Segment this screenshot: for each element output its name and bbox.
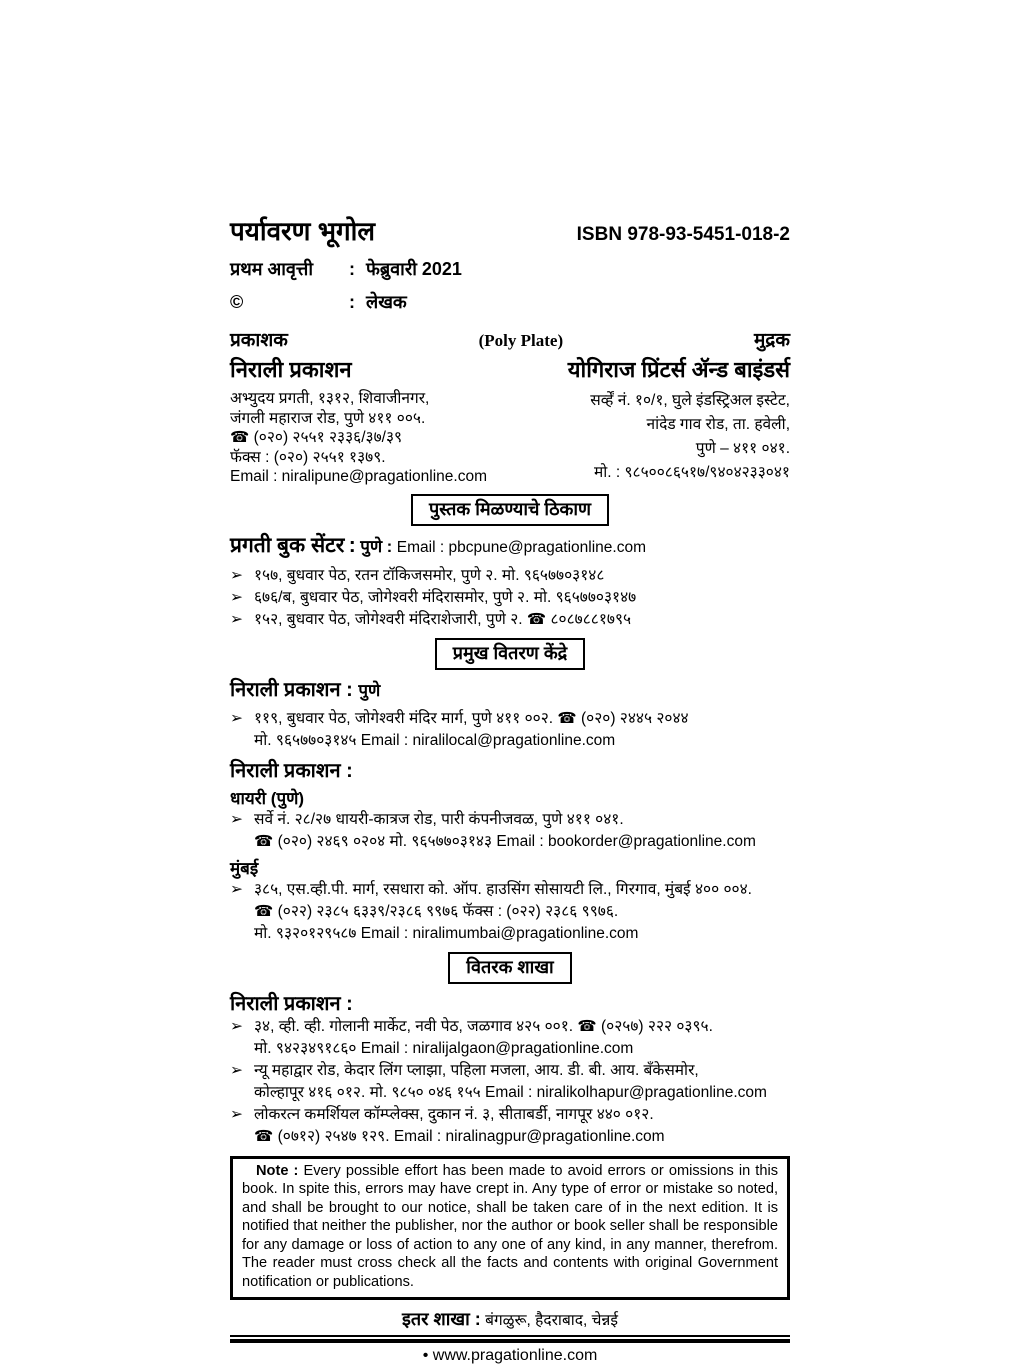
pbc-name: प्रगती बुक सेंटर bbox=[230, 533, 345, 557]
edition-colon: : bbox=[349, 259, 355, 279]
np-pune-sep: : bbox=[346, 678, 353, 701]
pbc-city: पुणे bbox=[360, 536, 383, 556]
arrow-bullet-icon: ➢ bbox=[230, 709, 243, 727]
dhayari-line2: ☎ (०२०) २४६९ ०२०४ मो. ९६५७७०३१४३ Email : bookorder@pragationline.com bbox=[254, 832, 756, 850]
website-bullet-icon: • bbox=[422, 1346, 429, 1364]
mumbai-heading: मुंबई bbox=[230, 858, 259, 878]
pbc-colon1: : bbox=[348, 533, 356, 557]
list-item bbox=[230, 587, 790, 609]
np-pune-city: पुणे bbox=[358, 680, 381, 700]
np-pune-line1: ११९, बुधवार पेठ, जोगेश्वरी मंदिर मार्ग, पुणे ४११ ००२. ☎ (०२०) २४४५ २०४४ bbox=[254, 709, 689, 727]
copyright-value: लेखक bbox=[366, 292, 407, 312]
address-row bbox=[230, 389, 790, 487]
np-branches-heading: निराली प्रकाशन : bbox=[230, 759, 353, 782]
arrow-bullet-icon: ➢ bbox=[230, 588, 243, 606]
note-box bbox=[230, 1156, 790, 1300]
kolhapur-line2: कोल्हापूर ४१६ ०१२. मो. ९८५० ०४६ १५५ Email : niralikolhapur@pragationline.com bbox=[254, 1083, 767, 1101]
arrow-bullet-icon: ➢ bbox=[230, 810, 243, 828]
note-label: Note : bbox=[256, 1162, 299, 1179]
list-item bbox=[230, 708, 790, 730]
list-item bbox=[230, 1016, 790, 1038]
pbc-item: ६७६/ब, बुधवार पेठ, जोगेश्वरी मंदिरासमोर, पुणे २. मो. ९६५७७०३१४७ bbox=[254, 588, 637, 606]
website-line bbox=[230, 1347, 790, 1365]
isbn: ISBN 978-93-5451-018-2 bbox=[576, 224, 790, 245]
other-branches-value: बंगळुरू, हैदराबाद, चेन्नई bbox=[485, 1311, 618, 1329]
np-pune-list bbox=[230, 708, 790, 752]
list-item bbox=[230, 1060, 790, 1082]
distribution-box: प्रमुख वितरण केंद्रे bbox=[435, 638, 585, 670]
dhayari-heading: धायरी (पुणे) bbox=[230, 788, 305, 808]
website-url: www.pragationline.com bbox=[432, 1346, 598, 1364]
copyright-colon: : bbox=[349, 292, 355, 312]
roles-row bbox=[230, 326, 790, 352]
names-row bbox=[230, 354, 790, 384]
list-item bbox=[230, 879, 790, 901]
publisher-name: निराली प्रकाशन bbox=[230, 357, 352, 382]
np-pune-line2: मो. ९६५७७०३१४५ Email : niralilocal@pragationline.com bbox=[254, 731, 616, 749]
list-item bbox=[230, 809, 790, 831]
printer-address-line: पुणे – ४११ ०४१. bbox=[695, 440, 790, 457]
mumbai-line1: ३८५, एस.व्ही.पी. मार्ग, रसधारा को. ऑप. हाउसिंग सोसायटी लि., गिरगाव, मुंबई ४०० ००४. bbox=[254, 880, 752, 898]
np-pune-name: निराली प्रकाशन bbox=[230, 678, 341, 701]
kolhapur-line1: न्यू महाद्वार रोड, केदार लिंग प्लाझा, पहिला मजला, आय. डी. बी. आय. बँकेसमोर, bbox=[254, 1061, 699, 1079]
publisher-address-line: ☎ (०२०) २५५१ २३३६/३७/३९ bbox=[230, 429, 403, 446]
pbc-email: Email : pbcpune@pragationline.com bbox=[396, 538, 647, 556]
footer-rule bbox=[230, 1335, 790, 1343]
edition-label: प्रथम आवृत्ती bbox=[230, 259, 314, 279]
arrow-bullet-icon: ➢ bbox=[230, 1061, 243, 1079]
nagpur-line2: ☎ (०७१२) २५४७ १२९. Email : niralinagpur@pragationline.com bbox=[254, 1127, 665, 1145]
copyright-symbol: © bbox=[230, 292, 244, 312]
title-row bbox=[230, 212, 790, 248]
copyright-row bbox=[230, 290, 790, 314]
list-item bbox=[230, 1104, 790, 1126]
arrow-bullet-icon: ➢ bbox=[230, 1105, 243, 1123]
branches-box: वितरक शाखा bbox=[448, 952, 571, 984]
jalgaon-line1: ३४, व्ही. व्ही. गोलानी मार्केट, नवी पेठ, जळगाव ४२५ ००१. ☎ (०२५७) २२२ ०३९५. bbox=[254, 1017, 713, 1035]
book-title: पर्यावरण भूगोल bbox=[230, 216, 375, 246]
np-pune-heading bbox=[230, 675, 790, 702]
printer-name: योगिराज प्रिंटर्स ॲन्ड बाइंडर्स bbox=[567, 357, 790, 382]
pbc-colon2: : bbox=[386, 536, 393, 556]
printer-label: मुद्रक bbox=[753, 330, 790, 351]
pbc-item: १५७, बुधवार पेठ, रतन टॉकिजसमोर, पुणे २. मो. ९६५७७०३१४८ bbox=[254, 566, 605, 584]
list-item bbox=[230, 609, 790, 631]
arrow-bullet-icon: ➢ bbox=[230, 566, 243, 584]
pbc-item: १५२, बुधवार पेठ, जोगेश्वरी मंदिराशेजारी, पुणे २. ☎ ८०८७८८१७९५ bbox=[254, 610, 632, 628]
jalgaon-line2: मो. ९४२३४९१८६० Email : niralijalgaon@pragationline.com bbox=[254, 1039, 634, 1057]
dhayari-line1: सर्वे नं. २८/२७ धायरी-कात्रज रोड, पारी कंपनीजवळ, पुणे ४११ ०४१. bbox=[254, 810, 624, 828]
printer-address-line: सर्व्हें नं. १०/१, घुले इंडस्ट्रिअल इस्टेट, bbox=[590, 392, 790, 409]
availability-box: पुस्तक मिळण्याचे ठिकाण bbox=[411, 494, 609, 526]
note-text: Every possible effort has been made to avoid errors or omissions in this book. In spite this, errors may have crept in. Any type of error or mistake so noted, and shall be brought to our notice, shall be taken care of in the next edition. It is notified that neither the publisher, nor the author or book seller shall be responsible for any damage or loss of action to any one of any kind, in any manner, therefrom. The reader must cross check all the facts and contents with original Government notification or publications. bbox=[242, 1162, 778, 1291]
publisher-label: प्रकाशक bbox=[230, 330, 288, 351]
list-item bbox=[230, 565, 790, 587]
printer-address bbox=[525, 389, 790, 487]
printer-address-line: नांदेड गाव रोड, ता. हवेली, bbox=[646, 416, 790, 433]
pbc-heading bbox=[230, 531, 790, 559]
mumbai-line3: मो. ९३२०१२९५८७ Email : niralimumbai@pragationline.com bbox=[254, 924, 639, 942]
publisher-email: Email : niralipune@pragationline.com bbox=[230, 468, 487, 485]
vitarak-heading: निराली प्रकाशन : bbox=[230, 992, 353, 1015]
arrow-bullet-icon: ➢ bbox=[230, 1017, 243, 1035]
poly-plate-label: (Poly Plate) bbox=[478, 331, 564, 350]
edition-row bbox=[230, 257, 790, 281]
printer-mobile: मो. : ९८५००८६५१७/९४०४२३३०४१ bbox=[593, 464, 790, 481]
edition-value: फेब्रुवारी 2021 bbox=[366, 259, 462, 279]
publisher-address-line: जंगली महाराज रोड, पुणे ४११ ००५. bbox=[230, 409, 426, 427]
publisher-address bbox=[230, 389, 520, 487]
publisher-address-line: फॅक्स : (०२०) २५५१ १३७९. bbox=[230, 448, 386, 466]
nagpur-line1: लोकरत्न कमर्शियल कॉम्प्लेक्स, दुकान नं. ३, सीताबर्डी, नागपूर ४४० ०१२. bbox=[254, 1105, 654, 1123]
arrow-bullet-icon: ➢ bbox=[230, 610, 243, 628]
other-branches-label: इतर शाखा : bbox=[402, 1308, 481, 1329]
publisher-address-line: अभ्युदय प्रगती, १३१२, शिवाजीनगर, bbox=[230, 390, 430, 407]
page-content bbox=[230, 212, 790, 1365]
arrow-bullet-icon: ➢ bbox=[230, 880, 243, 898]
mumbai-line2: ☎ (०२२) २३८५ ६३३९/२३८६ ९९७६ फॅक्स : (०२२) २३८६ ९९७६. bbox=[254, 902, 619, 920]
pbc-list bbox=[230, 565, 790, 631]
other-branches-line bbox=[230, 1307, 790, 1331]
